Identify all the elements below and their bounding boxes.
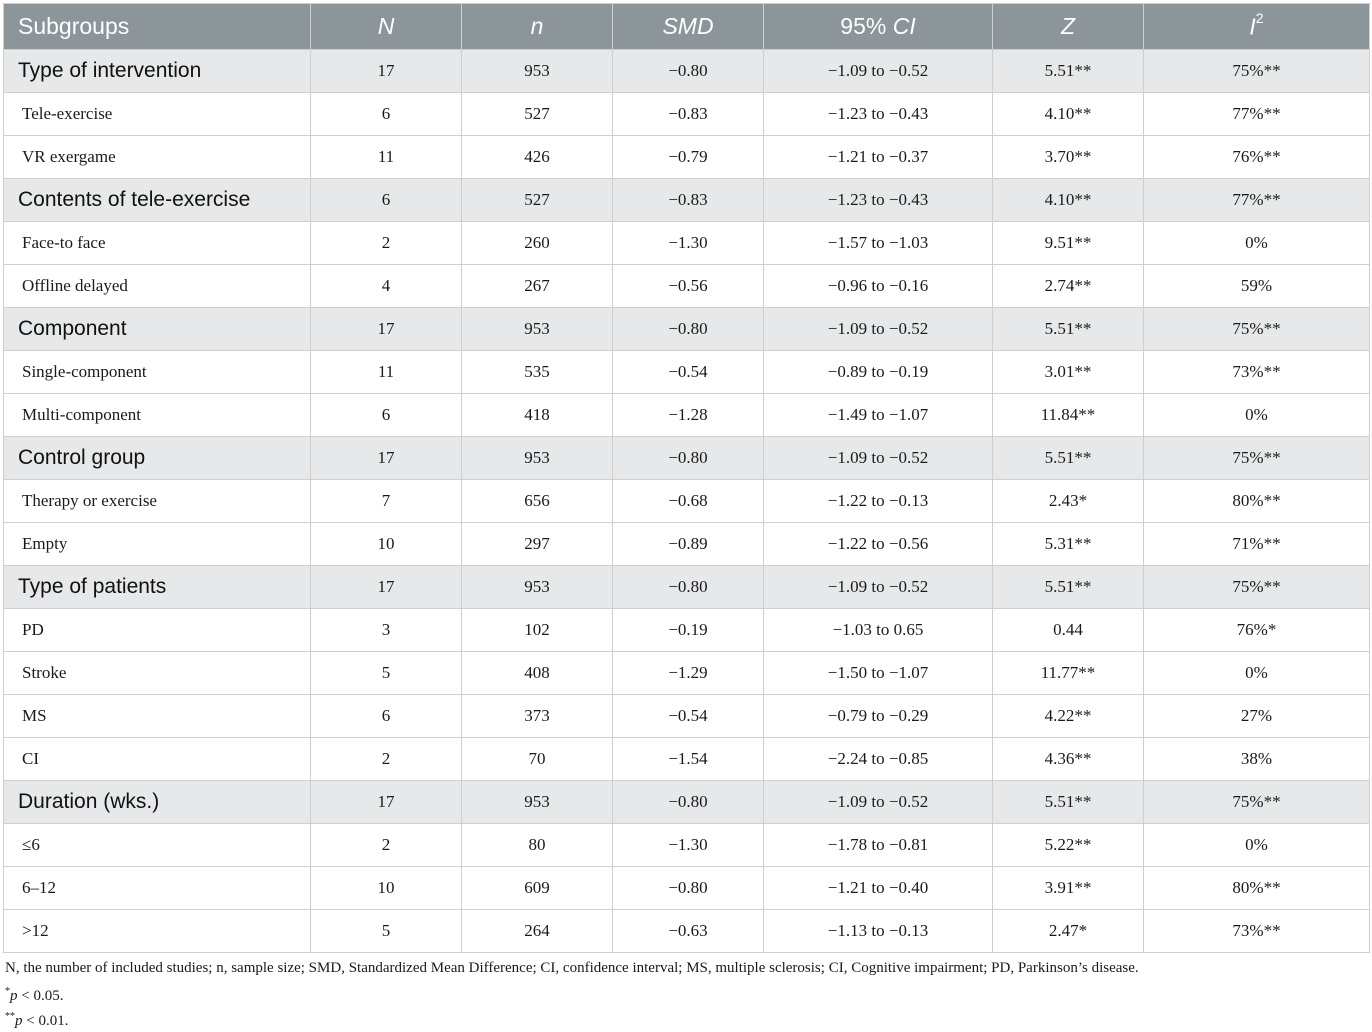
header-i2-i: I — [1249, 13, 1256, 40]
header-N: N — [311, 4, 462, 50]
cell-i2: 77%** — [1144, 179, 1370, 222]
header-z: Z — [993, 4, 1144, 50]
cell-studies-count: 7 — [311, 480, 462, 523]
cell-ci: −1.22 to −0.13 — [764, 480, 993, 523]
cell-z: 5.22** — [993, 824, 1144, 867]
cell-sample-size: 70 — [462, 738, 613, 781]
cell-studies-count: 17 — [311, 308, 462, 351]
cell-subgroup: ≤6 — [4, 824, 311, 867]
cell-ci: −0.89 to −0.19 — [764, 351, 993, 394]
cell-i2: 80%** — [1144, 480, 1370, 523]
cell-subgroup: Multi-component — [4, 394, 311, 437]
cell-studies-count: 4 — [311, 265, 462, 308]
cell-sample-size: 260 — [462, 222, 613, 265]
footnote-p01-text: < 0.01. — [22, 1013, 69, 1029]
cell-sample-size: 953 — [462, 566, 613, 609]
cell-studies-count: 17 — [311, 437, 462, 480]
cell-smd: −0.83 — [613, 93, 764, 136]
cell-i2: 76%* — [1144, 609, 1370, 652]
table-row — [4, 523, 1370, 566]
cell-i2: 75%** — [1144, 781, 1370, 824]
cell-i2: 73%** — [1144, 351, 1370, 394]
cell-z: 4.36** — [993, 738, 1144, 781]
cell-z: 4.10** — [993, 93, 1144, 136]
cell-sample-size: 373 — [462, 695, 613, 738]
cell-subgroup: Single-component — [4, 351, 311, 394]
cell-sample-size: 264 — [462, 910, 613, 953]
cell-z: 3.91** — [993, 867, 1144, 910]
cell-sample-size: 527 — [462, 179, 613, 222]
cell-smd: −0.68 — [613, 480, 764, 523]
cell-studies-count: 17 — [311, 566, 462, 609]
cell-sample-size: 527 — [462, 93, 613, 136]
cell-subgroup: Contents of tele-exercise — [4, 179, 311, 222]
cell-subgroup: Duration (wks.) — [4, 781, 311, 824]
cell-z: 2.74** — [993, 265, 1144, 308]
cell-ci: −1.09 to −0.52 — [764, 437, 993, 480]
cell-sample-size: 953 — [462, 437, 613, 480]
cell-z: 4.22** — [993, 695, 1144, 738]
cell-studies-count: 10 — [311, 867, 462, 910]
cell-studies-count: 10 — [311, 523, 462, 566]
cell-i2: 80%** — [1144, 867, 1370, 910]
cell-sample-size: 102 — [462, 609, 613, 652]
cell-i2: 0% — [1144, 652, 1370, 695]
cell-z: 5.51** — [993, 308, 1144, 351]
cell-i2: 59% — [1144, 265, 1370, 308]
header-ci-ci: CI — [892, 13, 916, 39]
cell-z: 5.31** — [993, 523, 1144, 566]
cell-subgroup: VR exergame — [4, 136, 311, 179]
cell-studies-count: 17 — [311, 50, 462, 93]
cell-smd: −0.54 — [613, 351, 764, 394]
table-row — [4, 609, 1370, 652]
cell-sample-size: 80 — [462, 824, 613, 867]
footnote-p01-p: p — [15, 1013, 23, 1029]
table-group-row — [4, 179, 1370, 222]
cell-z: 5.51** — [993, 781, 1144, 824]
cell-ci: −2.24 to −0.85 — [764, 738, 993, 781]
cell-sample-size: 953 — [462, 308, 613, 351]
cell-sample-size: 408 — [462, 652, 613, 695]
cell-sample-size: 426 — [462, 136, 613, 179]
cell-studies-count: 5 — [311, 652, 462, 695]
cell-subgroup: 6–12 — [4, 867, 311, 910]
cell-ci: −1.22 to −0.56 — [764, 523, 993, 566]
cell-sample-size: 297 — [462, 523, 613, 566]
cell-smd: −0.80 — [613, 867, 764, 910]
footnote-p01 — [5, 1011, 1367, 1030]
cell-ci: −1.09 to −0.52 — [764, 566, 993, 609]
cell-ci: −1.09 to −0.52 — [764, 50, 993, 93]
cell-subgroup: Empty — [4, 523, 311, 566]
cell-ci: −1.57 to −1.03 — [764, 222, 993, 265]
cell-sample-size: 267 — [462, 265, 613, 308]
table-row — [4, 265, 1370, 308]
table-row — [4, 824, 1370, 867]
cell-smd: −0.54 — [613, 695, 764, 738]
footnote-p05-p: p — [10, 988, 18, 1004]
cell-studies-count: 2 — [311, 222, 462, 265]
cell-subgroup: Stroke — [4, 652, 311, 695]
cell-sample-size: 656 — [462, 480, 613, 523]
table-header-row — [4, 4, 1370, 50]
cell-z: 5.51** — [993, 566, 1144, 609]
table-row — [4, 652, 1370, 695]
cell-studies-count: 2 — [311, 738, 462, 781]
cell-i2: 75%** — [1144, 50, 1370, 93]
cell-ci: −1.03 to 0.65 — [764, 609, 993, 652]
cell-i2: 71%** — [1144, 523, 1370, 566]
cell-smd: −1.30 — [613, 824, 764, 867]
cell-subgroup: Offline delayed — [4, 265, 311, 308]
header-smd: SMD — [613, 4, 764, 50]
cell-i2: 76%** — [1144, 136, 1370, 179]
cell-subgroup: Control group — [4, 437, 311, 480]
cell-smd: −1.28 — [613, 394, 764, 437]
cell-z: 11.77** — [993, 652, 1144, 695]
footnote-p05-mark: * — [5, 986, 10, 997]
table-group-row — [4, 566, 1370, 609]
cell-ci: −0.79 to −0.29 — [764, 695, 993, 738]
cell-i2: 0% — [1144, 394, 1370, 437]
cell-smd: −0.56 — [613, 265, 764, 308]
footnote-abbreviations: N, the number of included studies; n, sample size; SMD, Standardized Mean Difference; CI, confidence interval; MS, multiple sclerosis; CI, Cognitive impairment; PD, Parkinson’s disease. — [5, 960, 1139, 976]
table-row — [4, 136, 1370, 179]
cell-ci: −1.23 to −0.43 — [764, 93, 993, 136]
cell-smd: −1.30 — [613, 222, 764, 265]
footnote-p05-text: < 0.05. — [17, 988, 64, 1004]
cell-smd: −0.79 — [613, 136, 764, 179]
cell-i2: 77%** — [1144, 93, 1370, 136]
table-row — [4, 910, 1370, 953]
cell-i2: 0% — [1144, 222, 1370, 265]
cell-z: 0.44 — [993, 609, 1144, 652]
cell-z: 5.51** — [993, 50, 1144, 93]
cell-ci: −1.21 to −0.37 — [764, 136, 993, 179]
cell-smd: −0.80 — [613, 437, 764, 480]
cell-subgroup: Component — [4, 308, 311, 351]
cell-smd: −0.80 — [613, 781, 764, 824]
cell-ci: −1.23 to −0.43 — [764, 179, 993, 222]
table-row — [4, 394, 1370, 437]
cell-subgroup: Type of intervention — [4, 50, 311, 93]
cell-subgroup: CI — [4, 738, 311, 781]
table-row — [4, 222, 1370, 265]
cell-i2: 75%** — [1144, 308, 1370, 351]
cell-studies-count: 6 — [311, 695, 462, 738]
header-subgroups: Subgroups — [4, 4, 311, 50]
cell-z: 4.10** — [993, 179, 1144, 222]
cell-z: 3.01** — [993, 351, 1144, 394]
cell-sample-size: 535 — [462, 351, 613, 394]
cell-i2: 27% — [1144, 695, 1370, 738]
cell-z: 2.47* — [993, 910, 1144, 953]
cell-z: 5.51** — [993, 437, 1144, 480]
subgroup-table — [3, 3, 1370, 953]
table-row — [4, 93, 1370, 136]
cell-subgroup: Face-to face — [4, 222, 311, 265]
cell-smd: −0.80 — [613, 308, 764, 351]
cell-subgroup: Type of patients — [4, 566, 311, 609]
cell-sample-size: 953 — [462, 781, 613, 824]
header-n: n — [462, 4, 613, 50]
cell-sample-size: 418 — [462, 394, 613, 437]
cell-studies-count: 5 — [311, 910, 462, 953]
table-group-row — [4, 781, 1370, 824]
cell-subgroup: Tele-exercise — [4, 93, 311, 136]
table-group-row — [4, 308, 1370, 351]
cell-ci: −1.09 to −0.52 — [764, 308, 993, 351]
cell-sample-size: 953 — [462, 50, 613, 93]
header-ci-label: 95% — [840, 13, 893, 39]
table-row — [4, 867, 1370, 910]
cell-subgroup: Therapy or exercise — [4, 480, 311, 523]
cell-studies-count: 6 — [311, 93, 462, 136]
cell-ci: −1.09 to −0.52 — [764, 781, 993, 824]
cell-ci: −1.49 to −1.07 — [764, 394, 993, 437]
cell-smd: −0.80 — [613, 566, 764, 609]
cell-smd: −0.89 — [613, 523, 764, 566]
table-row — [4, 738, 1370, 781]
cell-studies-count: 6 — [311, 179, 462, 222]
footnote-p05 — [5, 986, 1367, 1005]
table-body — [4, 50, 1370, 953]
table-group-row — [4, 437, 1370, 480]
cell-smd: −0.80 — [613, 50, 764, 93]
cell-smd: −0.83 — [613, 179, 764, 222]
footnote-p01-mark: ** — [5, 1011, 15, 1022]
cell-i2: 0% — [1144, 824, 1370, 867]
cell-ci: −1.78 to −0.81 — [764, 824, 993, 867]
cell-smd: −0.19 — [613, 609, 764, 652]
cell-subgroup: PD — [4, 609, 311, 652]
cell-z: 3.70** — [993, 136, 1144, 179]
cell-i2: 73%** — [1144, 910, 1370, 953]
cell-studies-count: 6 — [311, 394, 462, 437]
cell-studies-count: 11 — [311, 351, 462, 394]
table-row — [4, 480, 1370, 523]
cell-i2: 75%** — [1144, 437, 1370, 480]
cell-ci: −1.50 to −1.07 — [764, 652, 993, 695]
header-ci — [764, 4, 993, 50]
cell-studies-count: 3 — [311, 609, 462, 652]
cell-i2: 75%** — [1144, 566, 1370, 609]
cell-ci: −0.96 to −0.16 — [764, 265, 993, 308]
table-row — [4, 695, 1370, 738]
cell-sample-size: 609 — [462, 867, 613, 910]
table-row — [4, 351, 1370, 394]
cell-i2: 38% — [1144, 738, 1370, 781]
cell-studies-count: 17 — [311, 781, 462, 824]
cell-z: 2.43* — [993, 480, 1144, 523]
cell-studies-count: 2 — [311, 824, 462, 867]
header-i2 — [1144, 4, 1370, 50]
cell-smd: −0.63 — [613, 910, 764, 953]
cell-z: 11.84** — [993, 394, 1144, 437]
cell-subgroup: >12 — [4, 910, 311, 953]
cell-ci: −1.13 to −0.13 — [764, 910, 993, 953]
cell-smd: −1.29 — [613, 652, 764, 695]
cell-studies-count: 11 — [311, 136, 462, 179]
table-group-row — [4, 50, 1370, 93]
cell-z: 9.51** — [993, 222, 1144, 265]
cell-smd: −1.54 — [613, 738, 764, 781]
header-i2-sup: 2 — [1255, 9, 1264, 26]
cell-subgroup: MS — [4, 695, 311, 738]
cell-ci: −1.21 to −0.40 — [764, 867, 993, 910]
